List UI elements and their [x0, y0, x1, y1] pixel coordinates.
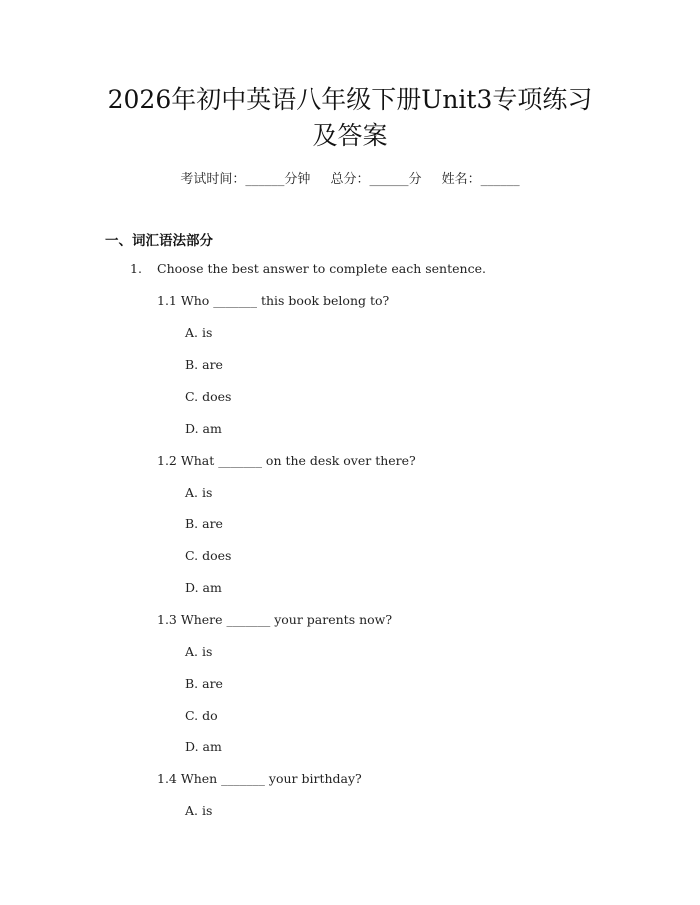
exam-time-field: 考试时间：______分钟: [180, 172, 311, 187]
option-1-2-b: B. are: [185, 516, 223, 531]
student-name-field: 姓名：______: [441, 172, 520, 187]
option-1-4-a: A. is: [185, 803, 213, 818]
exam-info-line: [0, 168, 700, 187]
option-1-2-c: C. does: [185, 548, 232, 563]
option-1-1-a: A. is: [185, 325, 213, 340]
option-1-3-d: D. am: [185, 739, 222, 754]
option-1-3-a: A. is: [185, 644, 213, 659]
option-1-1-b: B. are: [185, 357, 223, 372]
question-instruction: Choose the best answer to complete each sentence.: [157, 261, 486, 276]
item-stem-1-3: 1.3 Where _______ your parents now?: [157, 612, 393, 627]
option-1-1-c: C. does: [185, 389, 232, 404]
option-1-1-d: D. am: [185, 421, 222, 436]
option-1-3-b: B. are: [185, 676, 223, 691]
item-stem-1-2: 1.2 What _______ on the desk over there?: [157, 453, 416, 468]
option-1-3-c: C. do: [185, 708, 218, 723]
question-number: 1.: [130, 261, 142, 276]
item-stem-1-4: 1.4 When _______ your birthday?: [157, 771, 362, 786]
option-1-2-a: A. is: [185, 485, 213, 500]
total-score-field: 总分：______分: [330, 172, 422, 187]
item-stem-1-1: 1.1 Who _______ this book belong to?: [157, 293, 390, 308]
document-title-line-1: 2026年初中英语八年级下册Unit3专项练习: [107, 85, 593, 114]
document-title-line-2: 及答案: [312, 121, 388, 150]
section-heading: 一、词汇语法部分: [105, 233, 213, 249]
option-1-2-d: D. am: [185, 580, 222, 595]
